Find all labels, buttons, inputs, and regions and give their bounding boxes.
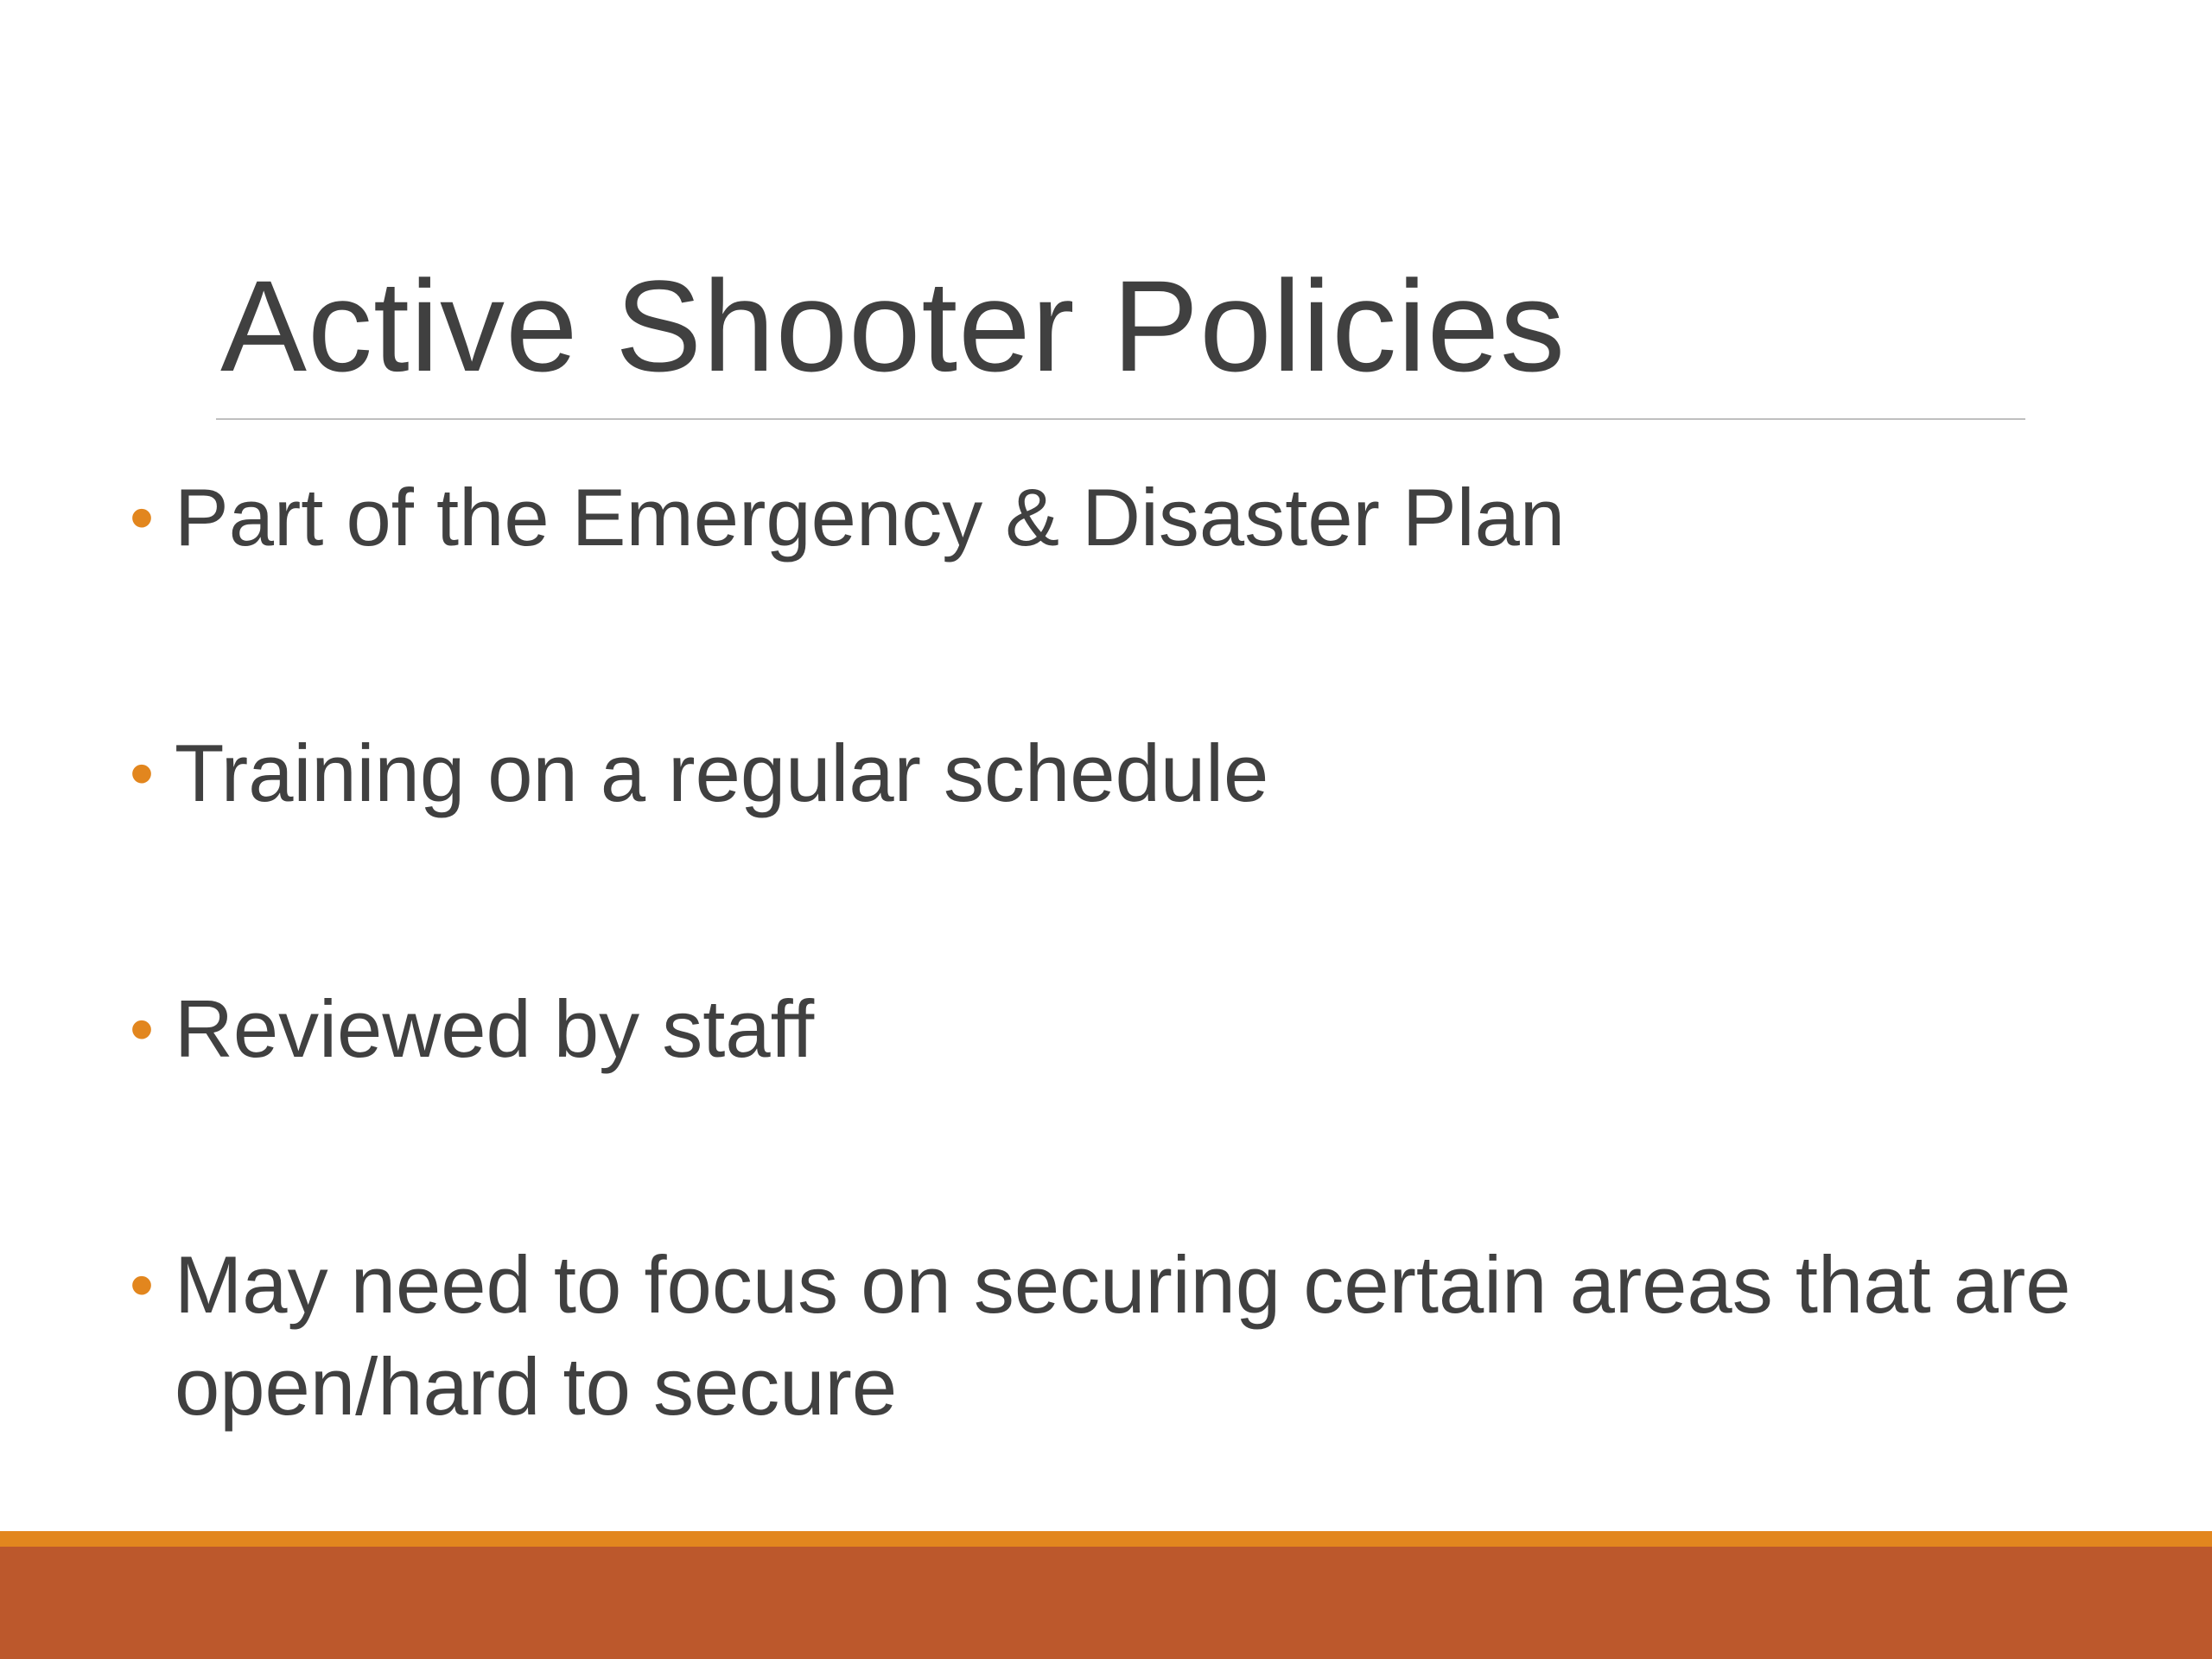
bullet-dot-icon: •	[130, 990, 155, 1067]
footer-band	[0, 1547, 2212, 1659]
bullet-text: May need to focus on securing certain areas that are open/hard to secure	[175, 1239, 2071, 1432]
bullet-item-reviewed	[130, 978, 2203, 1080]
bullet-text: Part of the Emergency & Disaster Plan	[175, 472, 1566, 563]
bullet-item-securing-areas	[130, 1234, 2203, 1438]
bullet-dot-icon: •	[130, 734, 155, 811]
title-divider	[216, 418, 2025, 420]
bullet-text: Training on a regular schedule	[175, 728, 1269, 818]
bullet-item-emergency-plan	[130, 467, 2203, 569]
footer-accent-stripe	[0, 1531, 2212, 1547]
bullet-dot-icon: •	[130, 1246, 155, 1323]
slide-title: Active Shooter Policies	[220, 253, 1567, 398]
bullet-dot-icon: •	[130, 479, 155, 556]
bullet-text: Reviewed by staff	[175, 983, 815, 1074]
bullet-item-training	[130, 722, 2203, 824]
